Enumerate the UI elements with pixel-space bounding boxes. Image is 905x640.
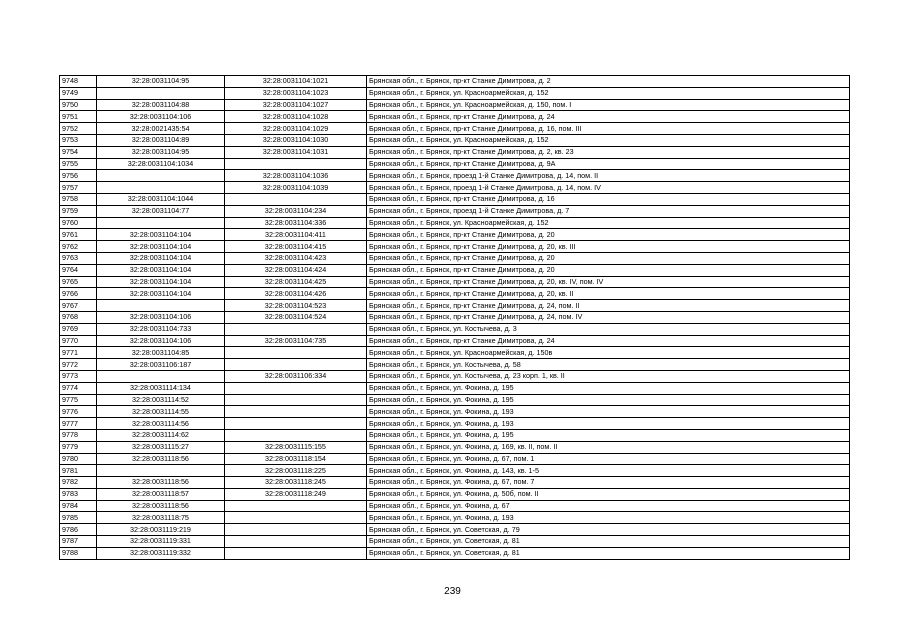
parcel-cadastral-number-cell: 32:28:0031104:106 (97, 111, 225, 123)
parcel-cadastral-number-cell: 32:28:0031104:95 (97, 146, 225, 158)
row-number-cell: 9774 (60, 382, 97, 394)
parcel-cadastral-number-cell: 32:28:0031104:104 (97, 252, 225, 264)
object-cadastral-number-cell (225, 429, 367, 441)
row-number-cell: 9778 (60, 429, 97, 441)
table-row (60, 134, 850, 146)
address-cell: Брянская обл., г. Брянск, ул. Фокина, д. 193 (367, 406, 850, 418)
row-number-cell: 9756 (60, 170, 97, 182)
parcel-cadastral-number-cell: 32:28:0031104:104 (97, 276, 225, 288)
table-row (60, 229, 850, 241)
parcel-cadastral-number-cell: 32:28:0031104:1034 (97, 158, 225, 170)
object-cadastral-number-cell: 32:28:0031118:245 (225, 477, 367, 489)
row-number-cell: 9760 (60, 217, 97, 229)
table-row (60, 524, 850, 536)
object-cadastral-number-cell: 32:28:0031104:735 (225, 335, 367, 347)
page-number: 239 (444, 586, 461, 597)
row-number-cell: 9748 (60, 76, 97, 88)
row-number-cell: 9762 (60, 241, 97, 253)
object-cadastral-number-cell: 32:28:0031104:415 (225, 241, 367, 253)
address-cell: Брянская обл., г. Брянск, ул. Костычева, д. 58 (367, 359, 850, 371)
row-number-cell: 9771 (60, 347, 97, 359)
address-cell: Брянская обл., г. Брянск, ул. Фокина, д. 67, пом. 7 (367, 477, 850, 489)
table-row (60, 193, 850, 205)
parcel-cadastral-number-cell (97, 182, 225, 194)
address-cell: Брянская обл., г. Брянск, ул. Костычева, д. 3 (367, 323, 850, 335)
address-cell: Брянская обл., г. Брянск, ул. Фокина, д. 193 (367, 512, 850, 524)
address-cell: Брянская обл., г. Брянск, пр-кт Станке Димитрова, д. 2 (367, 76, 850, 88)
table-row (60, 123, 850, 135)
registry-table-body (60, 76, 850, 560)
table-row (60, 347, 850, 359)
object-cadastral-number-cell: 32:28:0031104:234 (225, 205, 367, 217)
table-row (60, 477, 850, 489)
row-number-cell: 9755 (60, 158, 97, 170)
object-cadastral-number-cell: 32:28:0031104:1031 (225, 146, 367, 158)
row-number-cell: 9783 (60, 488, 97, 500)
address-cell: Брянская обл., г. Брянск, пр-кт Станке Димитрова, д. 24 (367, 335, 850, 347)
row-number-cell: 9763 (60, 252, 97, 264)
row-number-cell: 9786 (60, 524, 97, 536)
table-row (60, 99, 850, 111)
address-cell: Брянская обл., г. Брянск, ул. Советская, д. 81 (367, 547, 850, 559)
address-cell: Брянская обл., г. Брянск, пр-кт Станке Димитрова, д. 24, пом. IV (367, 311, 850, 323)
parcel-cadastral-number-cell: 32:28:0031118:75 (97, 512, 225, 524)
object-cadastral-number-cell: 32:28:0031104:411 (225, 229, 367, 241)
row-number-cell: 9753 (60, 134, 97, 146)
parcel-cadastral-number-cell: 32:28:0031118:57 (97, 488, 225, 500)
address-cell: Брянская обл., г. Брянск, ул. Фокина, д. 143, кв. 1-5 (367, 465, 850, 477)
row-number-cell: 9750 (60, 99, 97, 111)
parcel-cadastral-number-cell: 32:28:0031118:56 (97, 500, 225, 512)
object-cadastral-number-cell: 32:28:0031115:155 (225, 441, 367, 453)
parcel-cadastral-number-cell: 32:28:0031114:52 (97, 394, 225, 406)
row-number-cell: 9765 (60, 276, 97, 288)
row-number-cell: 9781 (60, 465, 97, 477)
table-row (60, 488, 850, 500)
object-cadastral-number-cell (225, 418, 367, 430)
row-number-cell: 9775 (60, 394, 97, 406)
parcel-cadastral-number-cell: 32:28:0031114:55 (97, 406, 225, 418)
row-number-cell: 9772 (60, 359, 97, 371)
row-number-cell: 9788 (60, 547, 97, 559)
table-row (60, 217, 850, 229)
address-cell: Брянская обл., г. Брянск, проезд 1-й Станке Димитрова, д. 7 (367, 205, 850, 217)
row-number-cell: 9754 (60, 146, 97, 158)
address-cell: Брянская обл., г. Брянск, ул. Красноармейская, д. 152 (367, 217, 850, 229)
object-cadastral-number-cell (225, 406, 367, 418)
object-cadastral-number-cell: 32:28:0031104:1036 (225, 170, 367, 182)
object-cadastral-number-cell (225, 193, 367, 205)
parcel-cadastral-number-cell: 32:28:0031104:106 (97, 311, 225, 323)
parcel-cadastral-number-cell: 32:28:0031104:89 (97, 134, 225, 146)
parcel-cadastral-number-cell (97, 370, 225, 382)
table-row (60, 370, 850, 382)
address-cell: Брянская обл., г. Брянск, проезд 1-й Станке Димитрова, д. 14, пом. IV (367, 182, 850, 194)
parcel-cadastral-number-cell: 32:28:0031114:134 (97, 382, 225, 394)
address-cell: Брянская обл., г. Брянск, ул. Красноармейская, д. 152 (367, 134, 850, 146)
table-row (60, 547, 850, 559)
object-cadastral-number-cell: 32:28:0031104:423 (225, 252, 367, 264)
address-cell: Брянская обл., г. Брянск, пр-кт Станке Димитрова, д. 20 (367, 252, 850, 264)
address-cell: Брянская обл., г. Брянск, пр-кт Станке Димитрова, д. 20 (367, 264, 850, 276)
table-row (60, 170, 850, 182)
table-row (60, 264, 850, 276)
address-cell: Брянская обл., г. Брянск, пр-кт Станке Димитрова, д. 24, пом. II (367, 300, 850, 312)
row-number-cell: 9764 (60, 264, 97, 276)
address-cell: Брянская обл., г. Брянск, пр-кт Станке Димитрова, д. 20 (367, 229, 850, 241)
object-cadastral-number-cell: 32:28:0031104:336 (225, 217, 367, 229)
table-row (60, 323, 850, 335)
table-row (60, 359, 850, 371)
table-row (60, 536, 850, 548)
parcel-cadastral-number-cell: 32:28:0031104:95 (97, 76, 225, 88)
row-number-cell: 9761 (60, 229, 97, 241)
row-number-cell: 9776 (60, 406, 97, 418)
parcel-cadastral-number-cell: 32:28:0031104:106 (97, 335, 225, 347)
parcel-cadastral-number-cell: 32:28:0031118:56 (97, 477, 225, 489)
object-cadastral-number-cell (225, 512, 367, 524)
table-row (60, 111, 850, 123)
table-row (60, 406, 850, 418)
parcel-cadastral-number-cell (97, 217, 225, 229)
row-number-cell: 9787 (60, 536, 97, 548)
object-cadastral-number-cell: 32:28:0031104:425 (225, 276, 367, 288)
parcel-cadastral-number-cell (97, 465, 225, 477)
row-number-cell: 9782 (60, 477, 97, 489)
parcel-cadastral-number-cell (97, 300, 225, 312)
row-number-cell: 9770 (60, 335, 97, 347)
row-number-cell: 9780 (60, 453, 97, 465)
parcel-cadastral-number-cell: 32:28:0031106:187 (97, 359, 225, 371)
object-cadastral-number-cell: 32:28:0031104:1029 (225, 123, 367, 135)
parcel-cadastral-number-cell (97, 170, 225, 182)
row-number-cell: 9752 (60, 123, 97, 135)
table-row (60, 311, 850, 323)
parcel-cadastral-number-cell: 32:28:0031104:77 (97, 205, 225, 217)
table-row (60, 453, 850, 465)
address-cell: Брянская обл., г. Брянск, ул. Фокина, д. 169, кв. II, пом. II (367, 441, 850, 453)
address-cell: Брянская обл., г. Брянск, ул. Советская, д. 79 (367, 524, 850, 536)
table-row (60, 87, 850, 99)
address-cell: Брянская обл., г. Брянск, пр-кт Станке Димитрова, д. 24 (367, 111, 850, 123)
table-row (60, 335, 850, 347)
parcel-cadastral-number-cell: 32:28:0031115:27 (97, 441, 225, 453)
object-cadastral-number-cell: 32:28:0031104:426 (225, 288, 367, 300)
object-cadastral-number-cell: 32:28:0031104:1027 (225, 99, 367, 111)
address-cell: Брянская обл., г. Брянск, ул. Фокина, д. 67 (367, 500, 850, 512)
parcel-cadastral-number-cell (97, 87, 225, 99)
address-cell: Брянская обл., г. Брянск, пр-кт Станке Димитрова, д. 9А (367, 158, 850, 170)
object-cadastral-number-cell (225, 524, 367, 536)
object-cadastral-number-cell: 32:28:0031104:1030 (225, 134, 367, 146)
object-cadastral-number-cell (225, 536, 367, 548)
address-cell: Брянская обл., г. Брянск, пр-кт Станке Димитрова, д. 16 (367, 193, 850, 205)
table-row (60, 241, 850, 253)
object-cadastral-number-cell (225, 158, 367, 170)
parcel-cadastral-number-cell: 32:28:0031104:104 (97, 264, 225, 276)
table-row (60, 500, 850, 512)
address-cell: Брянская обл., г. Брянск, пр-кт Станке Димитрова, д. 20, кв. III (367, 241, 850, 253)
row-number-cell: 9785 (60, 512, 97, 524)
table-row (60, 276, 850, 288)
table-row (60, 76, 850, 88)
address-cell: Брянская обл., г. Брянск, ул. Фокина, д. 50б, пом. II (367, 488, 850, 500)
table-row (60, 158, 850, 170)
object-cadastral-number-cell: 32:28:0031118:225 (225, 465, 367, 477)
object-cadastral-number-cell: 32:28:0031104:1039 (225, 182, 367, 194)
row-number-cell: 9759 (60, 205, 97, 217)
object-cadastral-number-cell (225, 500, 367, 512)
address-cell: Брянская обл., г. Брянск, проезд 1-й Станке Димитрова, д. 14, пом. II (367, 170, 850, 182)
address-cell: Брянская обл., г. Брянск, пр-кт Станке Димитрова, д. 20, кв. IV, пом. IV (367, 276, 850, 288)
parcel-cadastral-number-cell: 32:28:0031119:219 (97, 524, 225, 536)
registry-table (59, 75, 850, 560)
object-cadastral-number-cell (225, 382, 367, 394)
object-cadastral-number-cell (225, 323, 367, 335)
parcel-cadastral-number-cell: 32:28:0031114:62 (97, 429, 225, 441)
parcel-cadastral-number-cell: 32:28:0031104:104 (97, 241, 225, 253)
address-cell: Брянская обл., г. Брянск, ул. Красноармейская, д. 150в (367, 347, 850, 359)
table-row (60, 146, 850, 158)
table-row (60, 418, 850, 430)
table-row (60, 441, 850, 453)
parcel-cadastral-number-cell: 32:28:0031114:56 (97, 418, 225, 430)
row-number-cell: 9768 (60, 311, 97, 323)
object-cadastral-number-cell: 32:28:0031104:1028 (225, 111, 367, 123)
object-cadastral-number-cell: 32:28:0031104:523 (225, 300, 367, 312)
object-cadastral-number-cell: 32:28:0031104:424 (225, 264, 367, 276)
object-cadastral-number-cell (225, 394, 367, 406)
row-number-cell: 9766 (60, 288, 97, 300)
parcel-cadastral-number-cell: 32:28:0031104:1044 (97, 193, 225, 205)
address-cell: Брянская обл., г. Брянск, пр-кт Станке Димитрова, д. 2, кв. 23 (367, 146, 850, 158)
object-cadastral-number-cell: 32:28:0031104:1021 (225, 76, 367, 88)
address-cell: Брянская обл., г. Брянск, ул. Фокина, д. 195 (367, 394, 850, 406)
address-cell: Брянская обл., г. Брянск, пр-кт Станке Димитрова, д. 16, пом. III (367, 123, 850, 135)
parcel-cadastral-number-cell: 32:28:0031104:104 (97, 288, 225, 300)
row-number-cell: 9757 (60, 182, 97, 194)
object-cadastral-number-cell: 32:28:0031106:334 (225, 370, 367, 382)
address-cell: Брянская обл., г. Брянск, пр-кт Станке Димитрова, д. 20, кв. II (367, 288, 850, 300)
parcel-cadastral-number-cell: 32:28:0031104:88 (97, 99, 225, 111)
address-cell: Брянская обл., г. Брянск, ул. Фокина, д. 195 (367, 429, 850, 441)
table-row (60, 252, 850, 264)
row-number-cell: 9751 (60, 111, 97, 123)
table-row (60, 429, 850, 441)
parcel-cadastral-number-cell: 32:28:0031104:104 (97, 229, 225, 241)
address-cell: Брянская обл., г. Брянск, ул. Красноармейская, д. 152 (367, 87, 850, 99)
object-cadastral-number-cell (225, 359, 367, 371)
parcel-cadastral-number-cell: 32:28:0031104:733 (97, 323, 225, 335)
row-number-cell: 9777 (60, 418, 97, 430)
address-cell: Брянская обл., г. Брянск, ул. Красноармейская, д. 150, пом. I (367, 99, 850, 111)
parcel-cadastral-number-cell: 32:28:0021435:54 (97, 123, 225, 135)
table-row (60, 300, 850, 312)
parcel-cadastral-number-cell: 32:28:0031119:331 (97, 536, 225, 548)
table-row (60, 512, 850, 524)
address-cell: Брянская обл., г. Брянск, ул. Фокина, д. 193 (367, 418, 850, 430)
row-number-cell: 9779 (60, 441, 97, 453)
table-row (60, 394, 850, 406)
row-number-cell: 9749 (60, 87, 97, 99)
parcel-cadastral-number-cell: 32:28:0031119:332 (97, 547, 225, 559)
address-cell: Брянская обл., г. Брянск, ул. Советская, д. 81 (367, 536, 850, 548)
object-cadastral-number-cell (225, 547, 367, 559)
object-cadastral-number-cell: 32:28:0031118:249 (225, 488, 367, 500)
object-cadastral-number-cell: 32:28:0031118:154 (225, 453, 367, 465)
object-cadastral-number-cell (225, 347, 367, 359)
object-cadastral-number-cell: 32:28:0031104:524 (225, 311, 367, 323)
address-cell: Брянская обл., г. Брянск, ул. Костычева, д. 23 корп. 1, кв. II (367, 370, 850, 382)
table-row (60, 465, 850, 477)
row-number-cell: 9784 (60, 500, 97, 512)
row-number-cell: 9767 (60, 300, 97, 312)
parcel-cadastral-number-cell: 32:28:0031118:56 (97, 453, 225, 465)
address-cell: Брянская обл., г. Брянск, ул. Фокина, д. 195 (367, 382, 850, 394)
table-row (60, 382, 850, 394)
parcel-cadastral-number-cell: 32:28:0031104:85 (97, 347, 225, 359)
table-row (60, 288, 850, 300)
row-number-cell: 9758 (60, 193, 97, 205)
table-row (60, 205, 850, 217)
address-cell: Брянская обл., г. Брянск, ул. Фокина, д. 67, пом. 1 (367, 453, 850, 465)
object-cadastral-number-cell: 32:28:0031104:1023 (225, 87, 367, 99)
row-number-cell: 9769 (60, 323, 97, 335)
row-number-cell: 9773 (60, 370, 97, 382)
table-row (60, 182, 850, 194)
